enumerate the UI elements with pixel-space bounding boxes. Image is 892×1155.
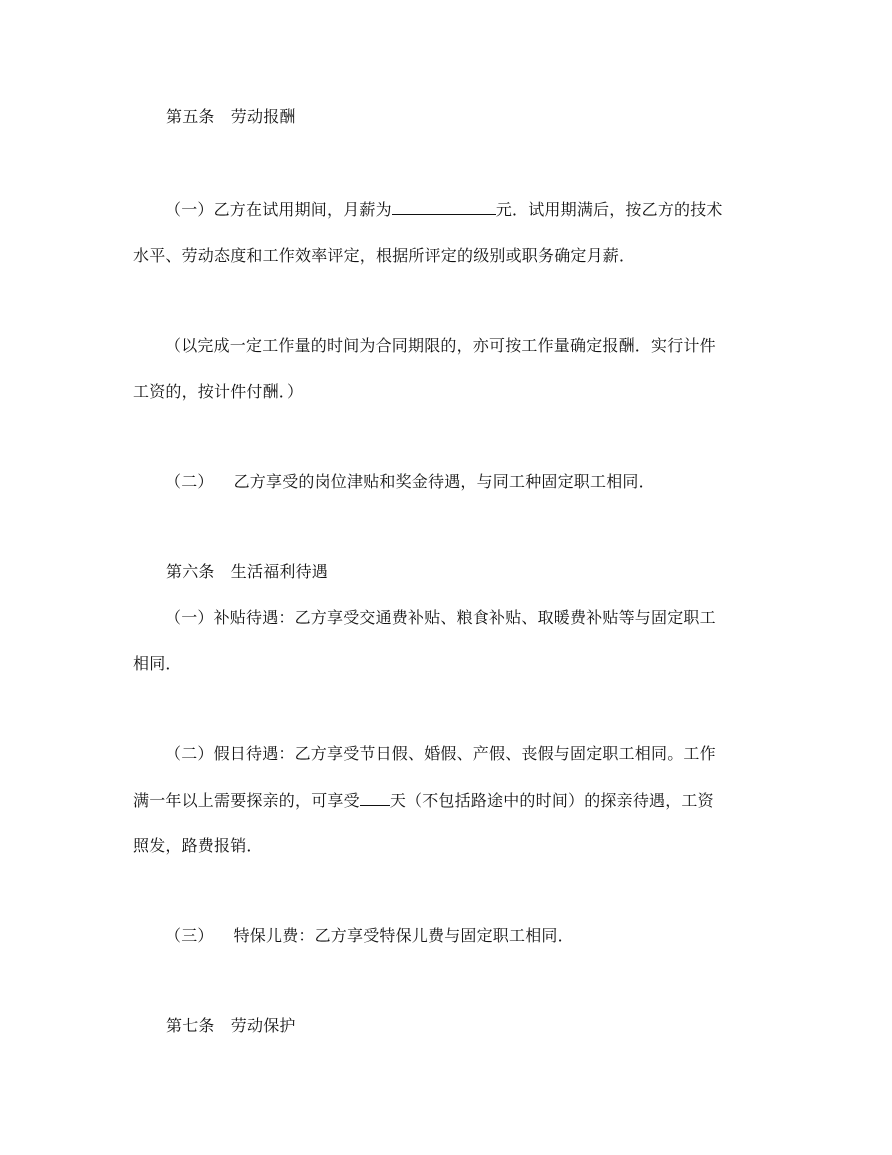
article-5-clause-2-text: 乙方享受的岗位津贴和奖金待遇，与同工种固定职工相同． [233, 472, 655, 491]
article-5-note-line-2: 工资的，按计件付酬．） [133, 382, 304, 401]
article-6-clause-2-line-2 [133, 790, 773, 811]
article-5-title: 第五条 劳动报酬 [166, 107, 296, 126]
salary-blank [392, 199, 496, 215]
article-7-title: 第七条 劳动保护 [166, 1016, 296, 1035]
article-6-clause-2-text-b: 天（不包括路途中的时间）的探亲待遇，工资 [389, 791, 714, 810]
article-5-clause-2 [165, 472, 805, 492]
article-5-clause-1-text-a: （一）乙方在试用期间，月薪为 [165, 200, 392, 219]
article-6-title: 第六条 生活福利待遇 [166, 562, 329, 581]
article-5-note-line-1: （以完成一定工作量的时间为合同期限的，亦可按工作量确定报酬．实行计件 [165, 336, 716, 355]
article-6-clause-3 [165, 926, 805, 946]
article-6-clause-2-text-a: 满一年以上需要探亲的，可享受 [133, 791, 360, 810]
article-5-clause-2-label: （二） [165, 472, 214, 491]
article-6-clause-1-line-2: 相同． [133, 654, 182, 673]
article-5-clause-1-line-1 [165, 199, 805, 220]
article-6-clause-2-line-3: 照发，路费报销． [133, 836, 263, 855]
days-blank [360, 790, 390, 806]
article-6-clause-3-label: （三） [165, 926, 214, 945]
article-6-clause-2-line-1: （二）假日待遇：乙方享受节日假、婚假、产假、丧假与固定职工相同。工作 [165, 744, 716, 763]
article-6-clause-3-text: 特保儿费：乙方享受特保儿费与固定职工相同． [233, 926, 574, 945]
article-6-clause-1-line-1: （一）补贴待遇：乙方享受交通费补贴、粮食补贴、取暖费补贴等与固定职工 [165, 608, 716, 627]
article-5-clause-1-line-2: 水平、劳动态度和工作效率评定，根据所评定的级别或职务确定月薪． [133, 246, 636, 265]
article-5-clause-1-text-b: 元．试用期满后，按乙方的技术 [495, 200, 723, 219]
